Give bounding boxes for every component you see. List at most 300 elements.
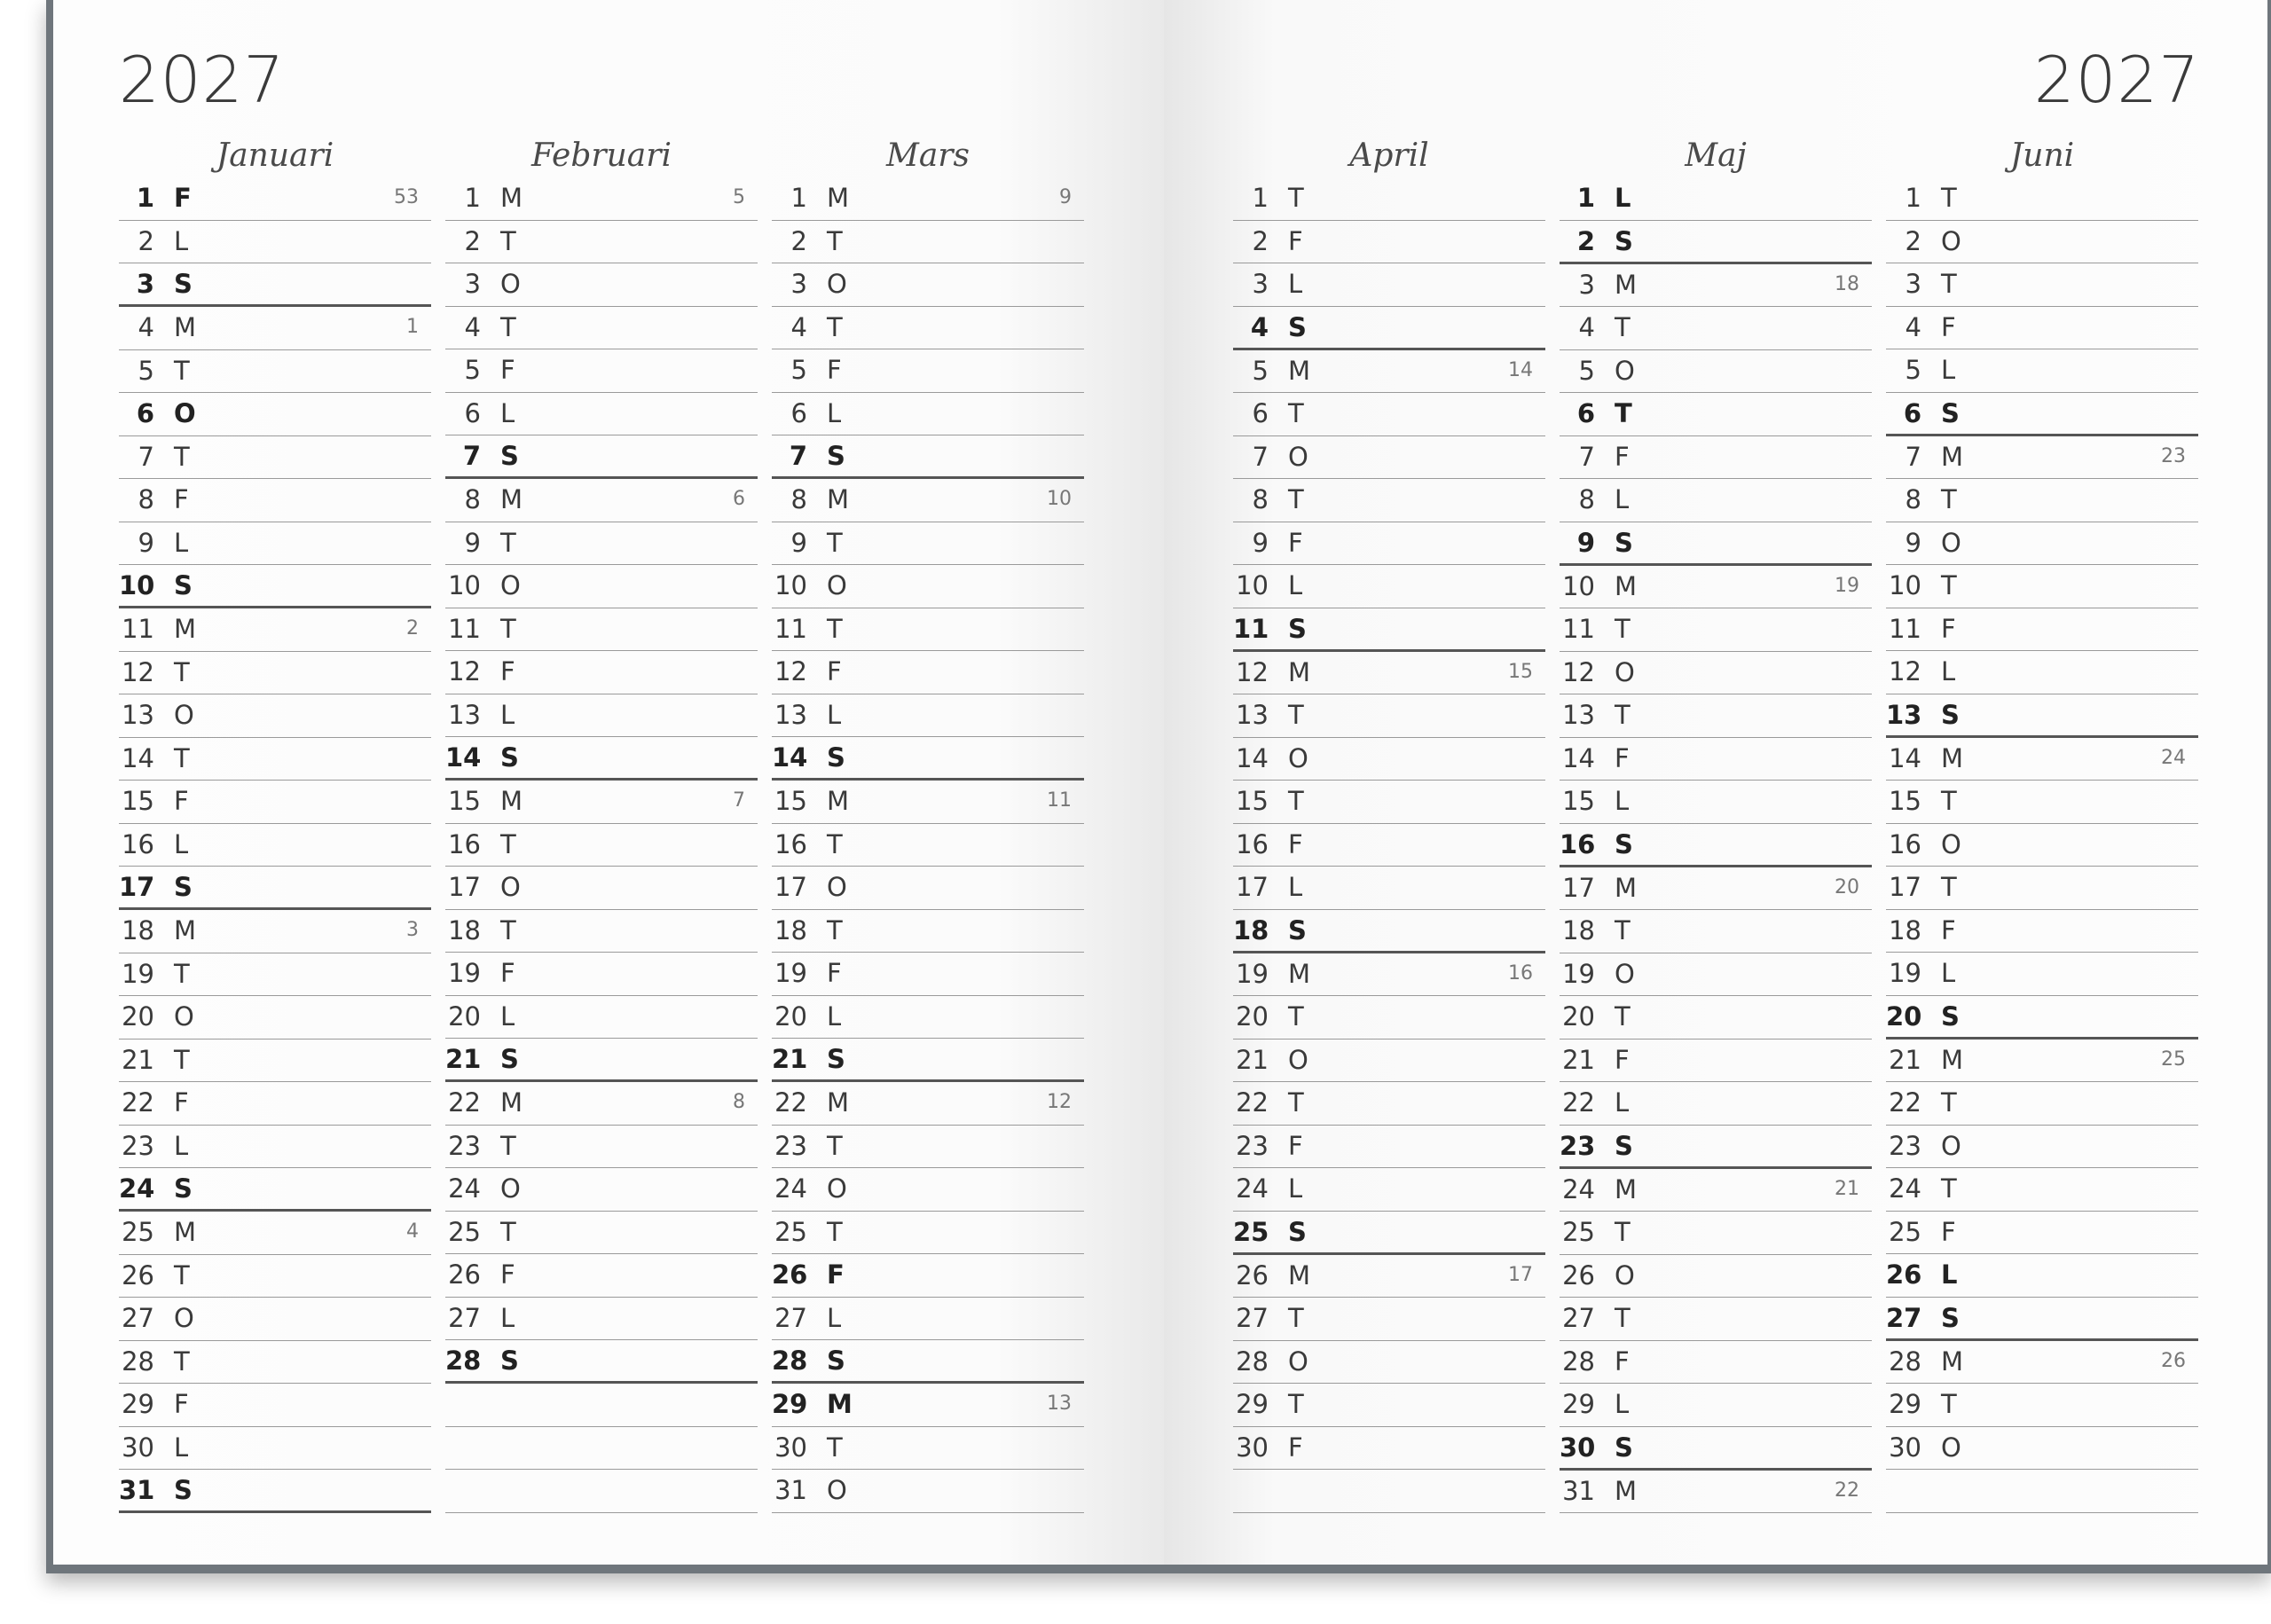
day-row [119,867,431,910]
day-row [445,435,758,479]
weekday-letter: M [1288,656,1311,687]
day-number: 4 [464,311,481,342]
day-row [119,781,431,824]
day-row [445,1212,758,1255]
empty-day-row [1886,1470,2198,1513]
month-column-april [1233,135,1545,1513]
day-row [445,1039,758,1082]
weekday-letter: T [174,1259,190,1291]
day-number: 4 [1578,312,1595,342]
day-number: 15 [1889,786,1921,816]
weekday-letter: M [1941,1044,1964,1075]
day-row [445,867,758,910]
day-row [1560,867,1872,911]
day-number: 31 [1562,1475,1595,1506]
weekday-letter: S [174,570,193,600]
day-number: 24 [774,1173,807,1204]
day-number: 9 [790,527,807,558]
day-number: 29 [1889,1389,1921,1419]
day-row [1560,652,1872,695]
day-row [119,1470,431,1513]
day-number: 30 [1236,1432,1269,1463]
day-number: 6 [1903,397,1921,428]
weekday-letter: L [500,397,515,428]
day-row [1886,1040,2198,1083]
day-row [1233,1126,1545,1169]
day-row [1560,264,1872,308]
weekday-letter: M [1615,1173,1638,1204]
week-number: 15 [1508,660,1533,683]
day-row [772,1427,1084,1471]
day-row [1233,652,1545,695]
day-row [1233,565,1545,608]
month-column-januari [119,135,431,1513]
weekday-letter: L [1615,1087,1630,1118]
day-row [445,1298,758,1341]
weekday-letter: T [500,828,516,859]
day-row [772,781,1084,824]
day-row [119,694,431,738]
day-row [1233,479,1545,522]
day-number: 29 [122,1389,154,1419]
day-number: 16 [1560,828,1596,859]
day-row [1886,479,2198,522]
day-number: 28 [1889,1345,1921,1377]
day-row [119,263,431,307]
day-number: 3 [136,269,154,299]
week-number: 24 [2161,746,2186,769]
empty-day-row [1233,1470,1545,1513]
day-number: 28 [122,1345,154,1377]
day-number: 7 [1252,441,1269,472]
day-number: 27 [1562,1303,1595,1333]
day-number: 4 [138,312,154,342]
day-row [772,307,1084,350]
weekday-letter: L [174,1130,189,1161]
day-row [119,350,431,394]
day-row [119,1168,431,1212]
day-number: 1 [1905,183,1921,213]
day-number: 10 [774,570,807,600]
year-heading-left: 2027 [119,43,286,117]
weekday-letter: O [174,700,194,730]
day-number: 22 [1236,1087,1269,1118]
weekday-letter: O [1615,1259,1635,1291]
day-number: 27 [1886,1302,1922,1333]
day-number: 9 [1905,527,1921,558]
day-row [445,781,758,824]
weekday-letter: T [1288,1303,1304,1333]
day-number: 14 [1562,742,1595,773]
day-number: 7 [789,441,807,471]
weekday-letter: S [1615,828,1633,859]
day-row [1886,910,2198,953]
day-row [1560,1384,1872,1427]
weekday-letter: O [174,1001,194,1032]
day-number: 28 [445,1345,482,1376]
day-number: 1 [1252,183,1269,213]
weekday-letter: O [1615,656,1635,687]
day-row [772,393,1084,436]
day-row [772,824,1084,867]
day-row [119,436,431,480]
week-number: 2 [406,617,419,639]
week-number: 9 [1059,186,1072,208]
weekday-letter: T [1615,398,1632,428]
day-row [1233,867,1545,910]
day-number: 18 [1233,914,1269,945]
weekday-letter: T [1288,398,1304,428]
day-row [445,953,758,996]
week-number: 20 [1835,875,1859,898]
weekday-letter: F [1941,914,1956,945]
weekday-letter: S [174,1475,193,1505]
day-number: 10 [448,570,481,600]
day-row [119,1298,431,1341]
day-row [1886,781,2198,824]
weekday-letter: T [1615,1001,1631,1032]
day-row [119,608,431,652]
weekday-letter: M [500,1087,523,1118]
day-row [1233,177,1545,221]
day-row [445,565,758,608]
day-number: 18 [1562,915,1595,945]
day-row [1233,1212,1545,1255]
day-list [119,177,431,1513]
day-number: 18 [122,915,154,945]
weekday-letter: S [1615,527,1633,558]
weekday-letter: O [827,570,847,600]
weekday-letter: T [1615,1303,1631,1333]
weekday-letter: T [827,311,843,342]
weekday-letter: F [500,1259,515,1290]
day-row [772,263,1084,307]
day-row [772,1168,1084,1212]
day-number: 16 [774,828,807,859]
day-row [772,522,1084,566]
day-number: 26 [448,1259,481,1290]
weekday-letter: F [1615,1345,1630,1377]
weekday-letter: T [1615,915,1631,945]
day-number: 3 [1905,269,1921,299]
weekday-letter: T [1615,1217,1631,1247]
weekday-letter: F [1288,527,1303,558]
day-row [445,307,758,350]
day-row [1886,996,2198,1040]
day-row [1886,221,2198,264]
day-row [1886,263,2198,307]
day-number: 23 [1889,1130,1921,1161]
day-row [1560,393,1872,436]
day-row [1886,1082,2198,1126]
day-number: 2 [1576,225,1595,256]
weekday-letter: T [1288,786,1304,816]
day-row [445,608,758,652]
day-row [1560,566,1872,609]
day-number: 25 [1562,1217,1595,1247]
day-number: 30 [774,1432,807,1463]
day-row [1233,1298,1545,1341]
weekday-letter: L [1288,872,1303,902]
day-row [1886,1212,2198,1255]
weekday-letter: O [500,570,521,600]
day-number: 15 [448,786,481,816]
day-row [1560,996,1872,1040]
weekday-letter: T [1941,1389,1957,1419]
weekday-letter: T [500,225,516,256]
weekday-letter: O [1288,742,1308,773]
weekday-letter: T [1615,312,1631,342]
day-row [1560,1341,1872,1385]
weekday-letter: L [174,225,189,256]
weekday-letter: F [1288,828,1303,859]
day-row [1886,1298,2198,1341]
day-number: 25 [448,1216,481,1247]
day-number: 25 [1233,1216,1269,1247]
day-row [445,522,758,566]
weekday-letter: F [1615,742,1630,773]
day-number: 8 [1578,484,1595,514]
day-row [445,651,758,694]
day-number: 20 [122,1001,154,1032]
weekday-letter: T [827,1130,843,1161]
week-number: 22 [1835,1479,1859,1502]
weekday-letter: L [174,828,189,859]
weekday-letter: L [1941,656,1956,686]
month-name: Mars [885,137,970,174]
day-row [445,263,758,307]
day-row [1233,307,1545,350]
week-number: 21 [1835,1177,1859,1200]
day-number: 3 [790,269,807,299]
weekday-letter: S [1615,225,1633,256]
month-name: Juni [2009,137,2075,174]
weekday-letter: T [174,1345,190,1377]
weekday-letter: T [174,1044,190,1075]
day-number: 26 [1886,1259,1922,1290]
day-number: 24 [1236,1173,1269,1204]
week-number: 25 [2161,1047,2186,1071]
weekday-letter: T [827,527,843,558]
day-number: 6 [136,398,154,428]
day-row [1233,1082,1545,1126]
day-number: 2 [464,225,481,256]
week-number: 6 [733,488,745,510]
day-row [1233,350,1545,394]
day-row [1560,1427,1872,1471]
day-row [119,1341,431,1385]
weekday-letter: L [1288,1173,1303,1204]
day-row [445,1126,758,1169]
weekday-letter: M [827,786,850,816]
day-row [119,565,431,608]
day-number: 5 [1252,355,1269,386]
weekday-letter: S [1941,699,1960,730]
day-row [1886,1168,2198,1212]
weekday-letter: S [174,872,193,902]
day-number: 6 [790,397,807,428]
weekday-letter: T [1941,183,1957,213]
weekday-letter: L [1941,1259,1958,1290]
weekday-letter: T [174,742,190,773]
day-number: 10 [119,570,155,600]
day-number: 22 [122,1087,154,1118]
weekday-letter: O [827,1173,847,1204]
day-row [1560,350,1872,394]
weekday-letter: O [1941,1130,1961,1161]
day-row [772,221,1084,264]
day-row [445,1168,758,1212]
day-number: 11 [1233,613,1269,644]
weekday-letter: T [827,914,843,945]
day-number: 7 [462,441,481,471]
weekday-letter: F [827,656,842,686]
weekday-letter: T [500,311,516,342]
weekday-letter: S [827,1345,845,1376]
day-number: 28 [772,1345,808,1376]
day-row [445,177,758,221]
day-number: 13 [774,699,807,730]
weekday-letter: M [1615,1475,1638,1506]
day-number: 5 [1578,355,1595,386]
weekday-letter: M [500,484,523,514]
weekday-letter: F [1941,1216,1956,1247]
day-row [772,479,1084,522]
day-number: 2 [138,225,154,256]
weekday-letter: T [1941,872,1957,902]
day-row [119,393,431,436]
day-row [1233,1384,1545,1427]
day-row [1886,1427,2198,1471]
day-number: 12 [1562,656,1595,687]
weekday-letter: O [500,1173,521,1204]
week-number: 53 [394,186,419,208]
weekday-letter: F [174,1389,189,1419]
week-number: 23 [2161,444,2186,467]
day-number: 31 [774,1475,807,1505]
weekday-letter: F [174,484,189,514]
day-number: 2 [790,225,807,256]
day-row [119,738,431,781]
day-number: 7 [1578,441,1595,472]
weekday-letter: M [1288,355,1311,386]
weekday-letter: L [827,1302,842,1333]
weekday-letter: F [174,183,192,213]
day-row [119,307,431,350]
day-number: 29 [772,1389,808,1419]
day-row [1886,307,2198,350]
day-row [772,435,1084,479]
weekday-letter: L [1288,570,1303,600]
day-number: 22 [1562,1087,1595,1118]
day-number: 3 [1578,269,1595,300]
weekday-letter: L [500,1302,515,1333]
week-number: 8 [733,1091,745,1113]
day-number: 10 [1562,570,1595,601]
day-row [1560,1298,1872,1341]
year-heading-right: 2027 [2033,43,2200,117]
day-number: 1 [464,183,481,213]
weekday-letter: O [174,1303,194,1333]
day-number: 11 [1562,614,1595,644]
day-number: 2 [1905,225,1921,256]
day-number: 26 [772,1259,808,1290]
weekday-letter: S [1615,1432,1633,1463]
day-row [1560,436,1872,480]
weekday-letter: M [827,183,850,213]
weekday-letter: M [1941,742,1964,773]
weekday-letter: T [174,656,190,687]
empty-day-row [445,1470,758,1513]
weekday-letter: S [1288,1216,1307,1247]
weekday-letter: S [174,269,193,299]
weekday-letter: M [174,915,197,945]
day-row [1233,1168,1545,1212]
day-row [1560,1169,1872,1212]
day-number: 13 [448,699,481,730]
day-number: 8 [138,484,154,514]
weekday-letter: M [827,484,850,514]
day-row [445,910,758,953]
week-number: 18 [1835,272,1859,295]
day-row [119,996,431,1040]
weekday-letter: S [1288,311,1307,342]
weekday-letter: L [500,1000,515,1032]
weekday-letter: L [827,699,842,730]
weekday-letter: F [1941,311,1956,342]
day-row [1560,738,1872,781]
day-row [772,1126,1084,1169]
day-number: 26 [1236,1259,1269,1291]
week-number: 7 [733,789,745,812]
day-number: 1 [790,183,807,213]
day-row [1233,1427,1545,1471]
weekday-letter: T [500,914,516,945]
day-row [445,737,758,781]
weekday-letter: L [827,1000,842,1032]
weekday-letter: L [500,699,515,730]
day-row [1233,393,1545,436]
week-number: 19 [1835,574,1859,597]
weekday-letter: F [500,958,515,988]
day-number: 9 [1252,527,1269,558]
day-row [1233,824,1545,867]
day-number: 11 [122,614,154,644]
weekday-letter: L [1941,958,1956,988]
day-number: 19 [122,958,154,989]
day-row [772,1340,1084,1384]
weekday-letter: O [1288,1044,1308,1075]
day-number: 15 [1562,786,1595,816]
empty-day-row [445,1427,758,1471]
day-number: 14 [1236,742,1269,773]
day-number: 28 [1236,1345,1269,1377]
weekday-letter: O [1941,828,1961,859]
weekday-letter: M [500,183,523,213]
day-number: 23 [1560,1130,1596,1161]
day-number: 20 [1562,1001,1595,1032]
day-number: 6 [1252,398,1269,428]
weekday-letter: O [1615,958,1635,989]
weekday-letter: S [1941,1000,1960,1032]
day-number: 27 [122,1303,154,1333]
weekday-letter: T [1941,786,1957,816]
day-number: 20 [448,1000,481,1032]
day-row [772,608,1084,652]
day-row [119,1126,431,1169]
day-number: 17 [119,872,155,902]
day-number: 21 [1562,1044,1595,1075]
